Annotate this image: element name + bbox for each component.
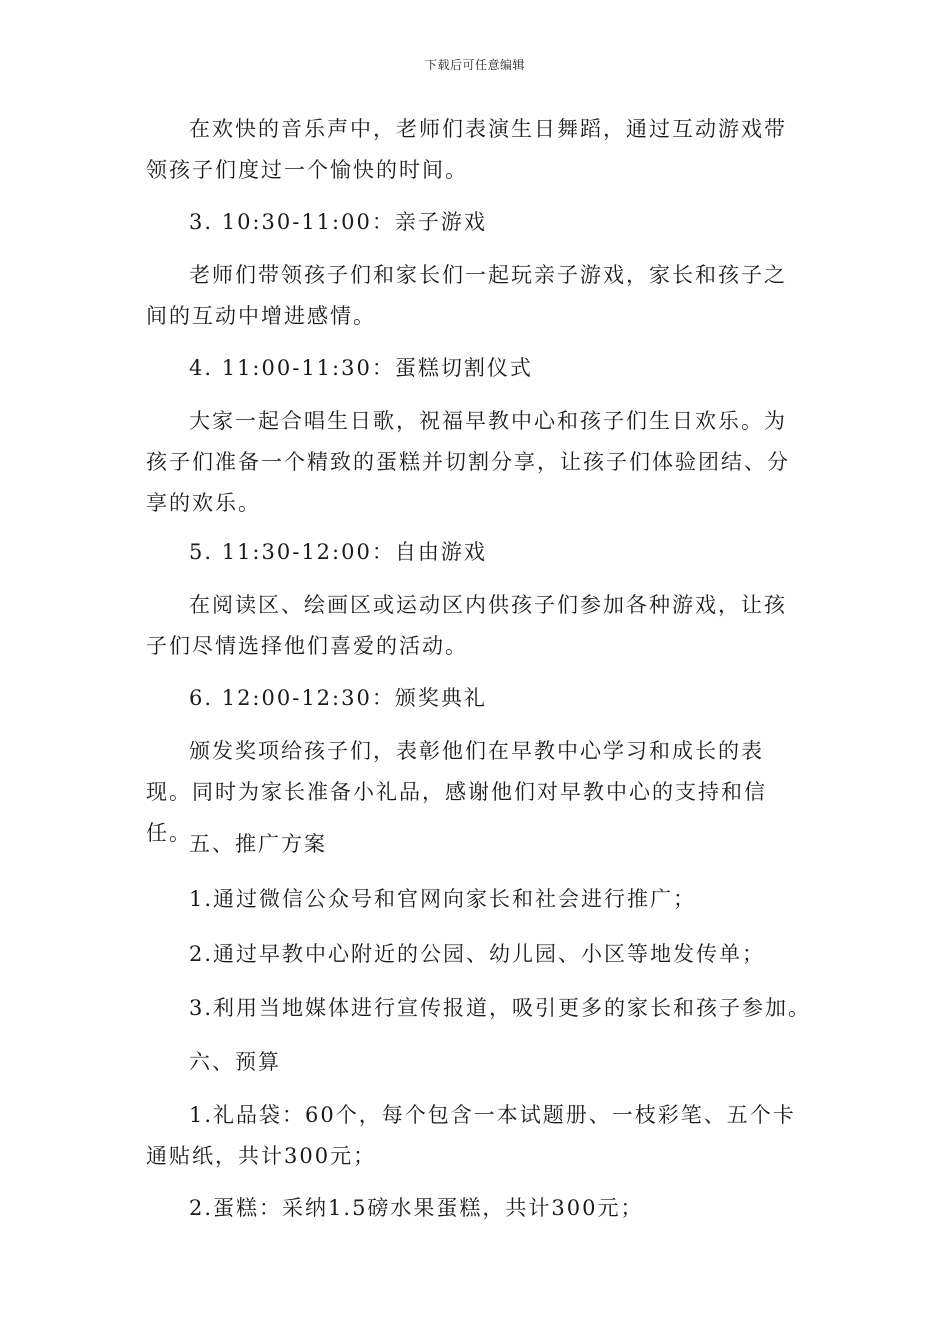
schedule-item-5-heading: 5. 11:30-12:00：自由游戏 (189, 540, 487, 564)
paragraph-greeting-activity: 在欢快的音乐声中，老师们表演生日舞蹈，通过互动游戏带领孩子们度过一个愉快的时间。 (146, 117, 787, 182)
paragraph-cake-ceremony: 大家一起合唱生日歌，祝福早教中心和孩子们生日欢乐。为孩子们准备一个精致的蛋糕并切割分享，让孩子们体验团结、分享的欢乐。 (146, 409, 790, 515)
schedule-item-6-heading: 6. 12:00-12:30：颁奖典礼 (189, 686, 487, 710)
section-6-title: 六、预算 (189, 1050, 281, 1074)
paragraph-award-ceremony: 颁发奖项给孩子们，表彰他们在早教中心学习和成长的表现。同时为家长准备小礼品，感谢他们对早教中心的支持和信任。 (146, 739, 767, 845)
schedule-item-3-heading: 3. 10:30-11:00：亲子游戏 (189, 210, 487, 234)
page-header: 下载后可任意编辑 (424, 58, 525, 72)
schedule-item-4-heading: 4. 11:00-11:30：蛋糕切割仪式 (189, 356, 533, 380)
promotion-item-1: 1.通过微信公众号和官网向家长和社会进行推广； (189, 887, 697, 911)
budget-item-1: 1.礼品袋：60个，每个包含一本试题册、一枝彩笔、五个卡通贴纸，共计300元； (146, 1103, 796, 1168)
budget-item-2: 2.蛋糕：采纳1.5磅水果蛋糕，共计300元； (189, 1196, 644, 1220)
promotion-item-2: 2.通过早教中心附近的公园、幼儿园、小区等地发传单； (189, 942, 766, 966)
paragraph-parent-child-games: 老师们带领孩子们和家长们一起玩亲子游戏，家长和孩子之间的互动中增进感情。 (146, 263, 787, 328)
paragraph-free-play: 在阅读区、绘画区或运动区内供孩子们参加各种游戏，让孩子们尽情选择他们喜爱的活动。 (146, 593, 787, 658)
promotion-item-3: 3.利用当地媒体进行宣传报道，吸引更多的家长和孩子参加。 (189, 996, 812, 1020)
section-5-title: 五、推广方案 (189, 832, 327, 856)
